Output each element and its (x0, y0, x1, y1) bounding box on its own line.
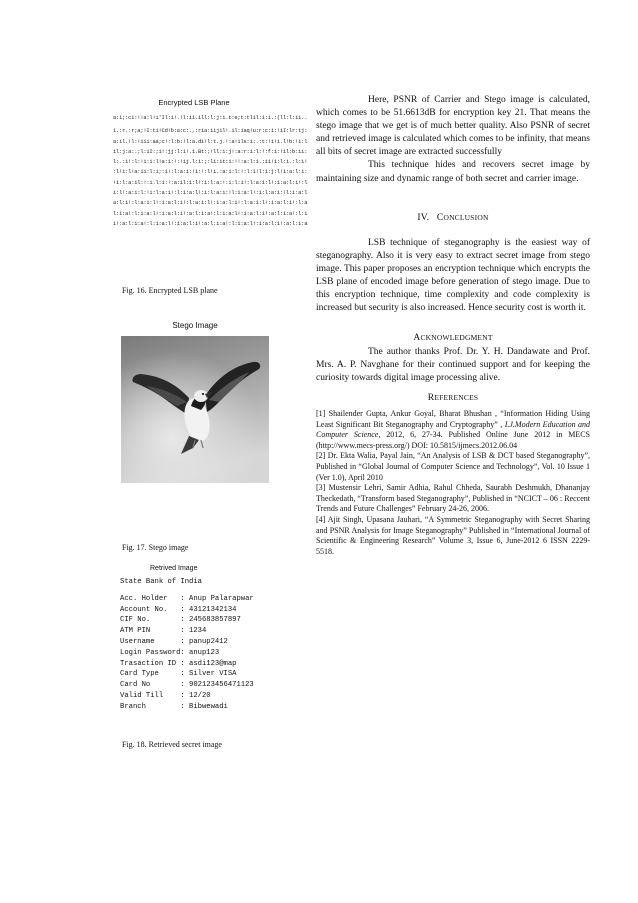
retrieved-secret-image (120, 577, 300, 713)
retrieved-line: Branch : Bibwewadi (120, 702, 228, 711)
fig18-caption: Fig. 18. Retrieved secret image (122, 740, 222, 749)
reference-journal: I.J.Modern Education and Computer Science (316, 419, 590, 440)
stego-bird-image (121, 336, 269, 483)
noise-row: il:j:a:.;l:iI:;i!:jj:l:i!.i.Bt:;!ll:i:j!:a:r:i:l:!:f:i:!il:b:ii: (113, 148, 308, 155)
reference-item (316, 409, 590, 451)
noise-row: a:il.!l:!iii:aa;c!:l:b:!l:a.di!l:t.j.!:a!ils:i:.:t:!i!i.l!b:!i:l (113, 138, 308, 145)
heading-rest: CKNOWLEDGMENT (420, 333, 493, 342)
acknowledgment-heading (316, 333, 590, 343)
results-section (316, 94, 590, 186)
fig16-caption: Fig. 16. Encrypted LSB plane (122, 286, 218, 295)
noise-row: i!:a:l:i:a!:l:i:a:l!:i:a:l:i!:a:l:i:a!:l:i:a:l!:i:a:l:i!:a:l:i:a (113, 220, 308, 227)
reference-text: [1] Shailender Gupta, Ankur Goyal, Bharat Bhushan , “Information Hiding Using Least Significant Bit Steganography and Cryptography” , (316, 409, 590, 429)
noise-row: i:l!:a:i:l:!i:l:a:i!:l:i:a:l!:i:l:a:i:!l:i:a:l!:i:l:a:i:!l:i:a:l (113, 190, 308, 197)
retrieved-line: Username : panup2412 (120, 637, 228, 646)
fig17-caption: Fig. 17. Stego image (122, 543, 189, 552)
references-heading (316, 393, 590, 403)
heading-rest: EFERENCES (434, 393, 479, 402)
noise-row: !i:l:a:il:!:i.l:i:!:a:il:i:l!:i:l:a:!:i:l:i!:l:a:i:l!:i:a:l:i!:l (113, 179, 308, 186)
fig17-title: Stego Image (172, 321, 218, 330)
reference-text: , 2012, 6, 27-34. Published Online June 2012 in MECS (http://www.mecs-press.org/) DOI: 10.5815/ijmecs.2012.06.04 (316, 430, 590, 450)
heading-initial: C (436, 213, 444, 223)
heading-initial: R (427, 393, 435, 403)
noise-row: :l!i:l!a:ii:l:i;:i!:l:a:i:!i:!:l!i.:a:i:l:!:l:i!l:i:j:l!i:a:l:i: (113, 169, 308, 176)
noise-row: l:i:a!:l:i:a:l!:i:a:l:i!:a:l:i:a!:l:i:a:l!:i:a:l:i!:a:l:i:a!:l:i (113, 210, 308, 217)
conclusion-heading (316, 213, 590, 223)
reference-item (316, 483, 590, 515)
encrypted-lsb-image (113, 113, 308, 235)
fig18-title: Retrived Image (150, 565, 198, 572)
retrieved-line: CIF No. : 245683857897 (120, 616, 241, 625)
retrieved-line: Trasaction ID : asdi123@map (120, 659, 237, 668)
noise-row: a:l:i!:l:a:i:l!:i:a:l:i!:l:a:i:l!:i:a:l:i!:l:a:i:l!:i:a:l:i!:l:a (113, 200, 308, 207)
noise-row: 1.:r.:r;a;!I:ti!Cd!b:a:c:.,:ria:iijil!.il:iaq!u:r:c:i:!iI:lr:tj: (113, 128, 308, 135)
acknowledgment-paragraph: The author thanks Prof. Dr. Y. H. Dandawate and Prof. Mrs. A. P. Navghane for their continued support and for keeping the curiosity towards digital image processing alive. (316, 347, 590, 384)
noise-row: l:.:i!:l:!i:i:l!a:i:!:!ij.l:i:;:li:it:i:!!:a:l:i.:ii!i:l:i.:l:i! (113, 159, 308, 166)
retrieved-line: State Bank of India (120, 578, 202, 586)
retrieved-line: Acc. Holder : Anup Palarapwar (120, 594, 254, 603)
reference-text: [3] Mustensir Lehri, Samir Adhia, Rahul Chheda, Saurabh Deshmukh, Dhananjay Theckedath, “Transform based Steganography”, Published in “NCICT – 06 : Reccent Trends and Future Challenges” February 24-26, 2006. (316, 483, 590, 514)
psnr-paragraph: Here, PSNR of Carrier and Stego image is calculated, which comes to be 51.6613dB for encryption key 21. That means the stego image that we get is of much better quality. Also PSNR of secret and retrieved image is calculated which comes to be infinity, that means all bits of secret image are extracted successfully (316, 95, 590, 158)
retrieved-line: Account No. : 43121342134 (120, 605, 237, 614)
heading-initial: A (413, 333, 421, 343)
reference-text: [2] Dr. Ekta Walia, Payal Jain, “An Analysis of LSB & DCT based Steganography”, Published in “Global Journal of Computer Science and Technology”, Vol. 10 Issue 1 (Ver 1.0), April 2010 (316, 451, 590, 482)
retrieved-line: Card No : 902123456471123 (120, 681, 254, 690)
conclusion-paragraph: LSB technique of steganography is the easiest way of steganography. Also it is very easy to extract secret image from stego image. This paper proposes an encryption technique which encrypts the LSB plane of encoded image before generation of stego image. Due to this encryption technique, time complexity and code complexity is increased but security is also increased. Hence security cost is worth it. (316, 238, 590, 314)
retrieved-line: ATM PIN : 1234 (120, 627, 207, 636)
references-list (316, 409, 590, 557)
retrieved-line: Valid Till : 12/20 (120, 691, 211, 700)
reference-item (316, 451, 590, 483)
retrieved-line: Login Password: anup123 (120, 648, 220, 657)
fig16-title: Encrypted LSB Plane (158, 98, 230, 107)
noise-row: a:i;:ci:!!a:l!i'Il:i!.!l:ii.ill:l:j:i.t:e;t:tlil:i:i.:(ll:l:ii.. (113, 115, 308, 121)
reference-text: [4] Ajit Singh, Upasana Jauhari, “A Symmetric Steganography with Secret Sharing and PSNR Analysis for Image Steganography” Published in “International Journal of Scientific & Engineering Research” Volume 3, Issue 6, June-2012 6 ISSN 2229-5518. (316, 514, 590, 556)
reference-item (316, 515, 590, 557)
technique-paragraph: This technique hides and recovers secret image by maintaining size and dynamic range of both secret and carrier image. (316, 160, 590, 184)
heading-rest: ONCLUSION (443, 213, 489, 222)
section-number: IV. (417, 213, 430, 223)
retrieved-line: Card Type : Silver VISA (120, 670, 237, 679)
